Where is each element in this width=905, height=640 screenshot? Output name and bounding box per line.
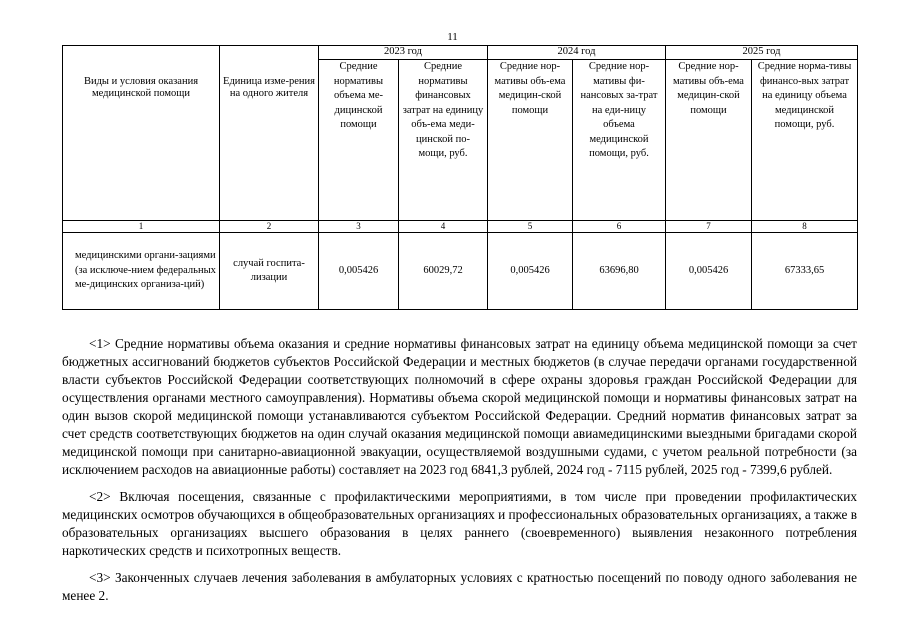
footnotes [62,335,857,614]
header-unit: Единица изме-рения на одного жителя [220,46,319,221]
column-number: 3 [319,221,399,233]
column-number: 4 [399,221,488,233]
header-2023-cost: Средние нормативы финансовых затрат на единицу объ-ема меди-цинской по-мощи, руб. [399,60,488,221]
column-number: 5 [488,221,573,233]
column-number-row [63,221,858,233]
header-2024-cost: Средние нор-мативы фи-нансовых за-трат на еди-ницу объема медицинской помощи, руб. [573,60,666,221]
header-year-2025: 2025 год [666,46,858,60]
cell-2024-cost: 63696,80 [573,233,666,310]
footnote-2: <2> Включая посещения, связанные с профилактическими мероприятиями, в том числе при проведении профилактических медицинских осмотров обучающихся в общеобразовательных организациях и профессиональных образовательных организациях, а также в образовательных организациях высшего образования в целях раннего (своевременного) выявления незаконного потребления наркотических средств и психотропных веществ. [62,489,857,558]
header-row-years [63,46,858,60]
header-2024-volume: Средние нор-мативы объ-ема медицин-ской помощи [488,60,573,221]
column-number: 2 [220,221,319,233]
cell-2025-cost: 67333,65 [752,233,858,310]
column-number: 1 [63,221,220,233]
footnote-3: <3> Законченных случаев лечения заболевания в амбулаторных условиях с кратностью посещений по поводу одного заболевания не менее 2. [62,570,857,603]
column-number: 7 [666,221,752,233]
cell-2023-cost: 60029,72 [399,233,488,310]
footnote-1: <1> Средние нормативы объема оказания и средние нормативы финансовых затрат на единицу объема медицинской помощи за счет бюджетных ассигнований бюджетов субъектов Российской Федерации и местных бюджетов (в случае передачи органами государственной власти субъектов Российской Федерации соответствующих полномочий в сфере охраны здоровья граждан Российской Федерации для осуществления органами местного самоуправления). Нормативы объема скорой медицинской помощи и нормативы финансовых затрат на один вызов скорой медицинской помощи устанавливаются субъектом Российской Федерации. Средний норматив финансовых затрат за счет средств соответствующих бюджетов на один случай оказания медицинской помощи авиамедицинскими выездными бригадами скорой медицинской помощи при санитарно-авиационной эвакуации, осуществляемой воздушными судами, с учетом реальной потребности (за исключением расходов на авиационные работы) составляет на 2023 год 6841,3 рублей, 2024 год - 7115 рублей, 2025 год - 7399,6 рублей. [62,336,857,477]
header-2025-volume: Средние нор-мативы объ-ема медицин-ской помощи [666,60,752,221]
column-number: 6 [573,221,666,233]
cell-2023-volume: 0,005426 [319,233,399,310]
header-2025-cost: Средние норма-тивы финансо-вых затрат на единицу объема медицинской помощи, руб. [752,60,858,221]
page-number: 11 [447,31,458,43]
header-year-2023: 2023 год [319,46,488,60]
header-2023-volume: Средние нормативы объема ме-дицинской помощи [319,60,399,221]
cell-unit: случай госпита-лизации [220,233,319,310]
header-kind-of-care: Виды и условия оказания медицинской помощи [63,46,220,221]
table-row [63,233,858,310]
norms-table [62,45,858,310]
cell-2024-volume: 0,005426 [488,233,573,310]
header-year-2024: 2024 год [488,46,666,60]
cell-kind-of-care: медицинскими органи-зациями (за исключе-нием федеральных ме-дицинских организа-ций) [63,233,220,310]
column-number: 8 [752,221,858,233]
cell-2025-volume: 0,005426 [666,233,752,310]
